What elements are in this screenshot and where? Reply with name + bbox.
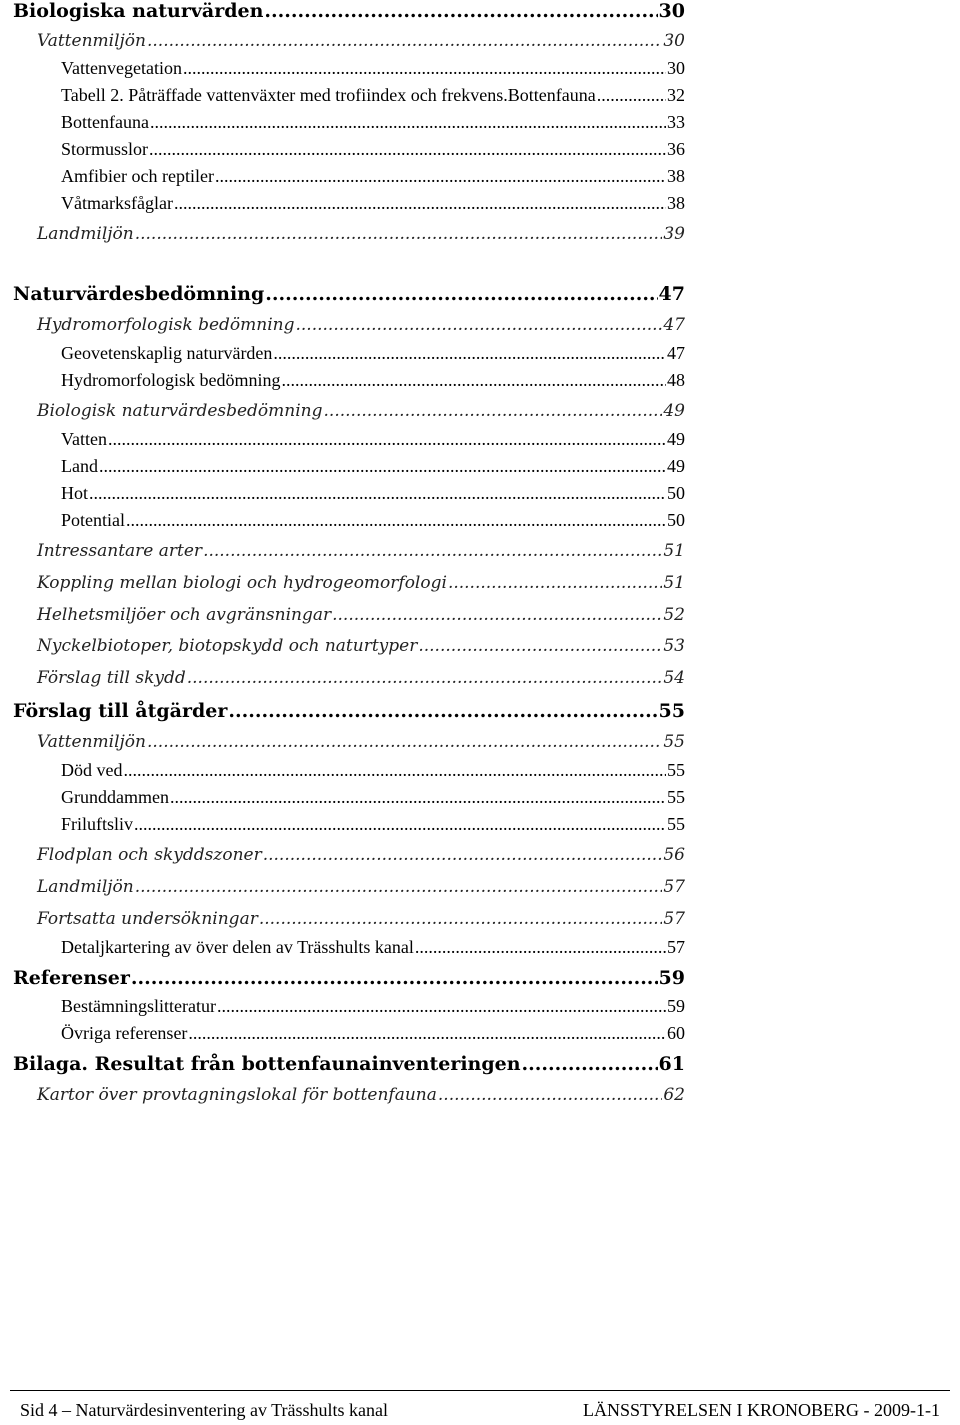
toc-dot-leader bbox=[147, 31, 662, 51]
toc-entry[interactable] bbox=[37, 877, 685, 897]
toc-entry-title: Detaljkartering av över delen av Trässhults kanal bbox=[61, 937, 414, 957]
toc-dot-leader bbox=[131, 967, 658, 989]
toc-dot-leader bbox=[135, 224, 663, 244]
toc-entry[interactable] bbox=[61, 58, 685, 79]
toc-dot-leader bbox=[217, 996, 666, 1017]
toc-entry[interactable] bbox=[61, 760, 685, 781]
toc-dot-leader bbox=[228, 700, 657, 722]
toc-dot-leader bbox=[597, 85, 666, 106]
toc-entry-title: Referenser bbox=[13, 967, 130, 989]
toc-entry-title: Övriga referenser bbox=[61, 1023, 188, 1043]
toc-entry-title: Friluftsliv bbox=[61, 814, 134, 834]
toc-entry-page: 36 bbox=[667, 139, 685, 159]
toc-entry-title: Kartor över provtagningslokal för bottenfauna bbox=[37, 1085, 437, 1105]
toc-dot-leader bbox=[183, 58, 666, 79]
toc-entry[interactable] bbox=[61, 85, 685, 106]
toc-dot-leader bbox=[149, 139, 666, 160]
toc-dot-leader bbox=[188, 1023, 666, 1044]
toc-entry-page: 51 bbox=[663, 541, 685, 561]
toc-entry[interactable] bbox=[61, 139, 685, 160]
toc-entry[interactable] bbox=[37, 668, 685, 688]
toc-entry-title: Nyckelbiotoper, biotopskydd och naturtyper bbox=[37, 636, 418, 656]
toc-dot-leader bbox=[263, 845, 663, 865]
toc-entry[interactable] bbox=[61, 510, 685, 531]
toc-entry-page: 55 bbox=[667, 760, 685, 780]
toc-entry-page: 59 bbox=[667, 996, 685, 1016]
toc-entry-title: Naturvärdesbedömning bbox=[13, 283, 265, 305]
toc-entry-title: Fortsatta undersökningar bbox=[37, 909, 258, 929]
toc-dot-leader bbox=[174, 193, 666, 214]
toc-dot-leader bbox=[438, 1085, 662, 1105]
toc-entry-title: Stormusslor bbox=[61, 139, 149, 159]
toc-entry-page: 62 bbox=[663, 1085, 685, 1105]
toc-entry[interactable] bbox=[61, 343, 685, 364]
toc-entry-page: 30 bbox=[667, 58, 685, 78]
toc-entry-title: Hydromorfologisk bedömning bbox=[37, 315, 295, 335]
toc-entry[interactable] bbox=[37, 605, 685, 625]
toc-entry-title: Tabell 2. Påträffade vattenväxter med trofiindex och frekvens.Bottenfauna bbox=[61, 85, 596, 105]
toc-entry-page: 38 bbox=[667, 193, 685, 213]
toc-entry-page: 55 bbox=[663, 732, 685, 752]
toc-dot-leader bbox=[150, 112, 666, 133]
toc-entry-page: 55 bbox=[658, 700, 685, 722]
toc-entry-page: 50 bbox=[667, 510, 685, 530]
toc-entry-title: Bilaga. Resultat från bottenfaunainventeringen bbox=[13, 1053, 521, 1075]
toc-entry[interactable] bbox=[61, 787, 685, 808]
toc-entry-page: 61 bbox=[658, 1053, 685, 1075]
toc-entry-page: 32 bbox=[667, 85, 685, 105]
toc-entry-page: 56 bbox=[663, 845, 685, 865]
toc-entry-page: 47 bbox=[658, 283, 685, 305]
toc-entry[interactable] bbox=[37, 401, 685, 421]
toc-entry-page: 48 bbox=[667, 370, 685, 390]
toc-dot-leader bbox=[135, 877, 663, 897]
toc-entry-title: Vattenvegetation bbox=[61, 58, 182, 78]
toc-entry[interactable] bbox=[37, 573, 685, 593]
toc-entry[interactable] bbox=[37, 541, 685, 561]
toc-entry-title: Intressantare arter bbox=[37, 541, 203, 561]
footer-publisher: LÄNSSTYRELSEN I KRONOBERG - 2009-1-1 bbox=[583, 1400, 940, 1420]
toc-entry[interactable] bbox=[37, 845, 685, 865]
toc-dot-leader bbox=[273, 343, 666, 364]
toc-dot-leader bbox=[187, 668, 663, 688]
toc-dot-leader bbox=[215, 166, 666, 187]
toc-entry-title: Död ved bbox=[61, 760, 123, 780]
toc-entry-title: Geovetenskaplig naturvärden bbox=[61, 343, 273, 363]
toc-entry-title: Helhetsmiljöer och avgränsningar bbox=[37, 605, 332, 625]
toc-dot-leader bbox=[170, 787, 666, 808]
toc-entry-title: Amfibier och reptiler bbox=[61, 166, 214, 186]
toc-entry[interactable] bbox=[61, 483, 685, 504]
toc-entry-page: 55 bbox=[667, 814, 685, 834]
toc-entry-page: 49 bbox=[667, 429, 685, 449]
toc-entry-title: Förslag till åtgärder bbox=[13, 700, 228, 722]
toc-entry[interactable] bbox=[13, 967, 685, 989]
toc-entry-page: 60 bbox=[667, 1023, 685, 1043]
toc-entry[interactable] bbox=[13, 0, 685, 22]
toc-entry[interactable] bbox=[61, 937, 685, 958]
toc-entry[interactable] bbox=[61, 814, 685, 835]
toc-dot-leader bbox=[522, 1053, 658, 1075]
toc-entry[interactable] bbox=[37, 31, 685, 51]
toc-dot-leader bbox=[89, 483, 666, 504]
toc-entry[interactable] bbox=[37, 224, 685, 244]
toc-dot-leader bbox=[265, 283, 657, 305]
toc-entry[interactable] bbox=[61, 370, 685, 391]
toc-dot-leader bbox=[203, 541, 662, 561]
toc-entry-title: Vattenmiljön bbox=[37, 31, 146, 51]
toc-entry[interactable] bbox=[37, 315, 685, 335]
page-footer bbox=[10, 1390, 950, 1423]
toc-entry-title: Hydromorfologisk bedömning bbox=[61, 370, 281, 390]
toc-entry-page: 47 bbox=[663, 315, 685, 335]
toc-entry-page: 30 bbox=[658, 0, 685, 22]
toc-entry[interactable] bbox=[61, 1023, 685, 1044]
toc-entry[interactable] bbox=[61, 112, 685, 133]
toc-entry[interactable] bbox=[61, 166, 685, 187]
toc-entry[interactable] bbox=[61, 456, 685, 477]
toc-entry[interactable] bbox=[61, 429, 685, 450]
toc-entry-page: 39 bbox=[663, 224, 685, 244]
toc-entry-title: Koppling mellan biologi och hydrogeomorfologi bbox=[37, 573, 447, 593]
toc-entry-page: 53 bbox=[663, 636, 685, 656]
toc-entry[interactable] bbox=[37, 909, 685, 929]
toc-entry-page: 49 bbox=[667, 456, 685, 476]
toc-dot-leader bbox=[124, 760, 667, 781]
toc-dot-leader bbox=[415, 937, 666, 958]
toc-entry-title: Bottenfauna bbox=[61, 112, 149, 132]
toc-entry-page: 59 bbox=[658, 967, 685, 989]
toc-entry-title: Förslag till skydd bbox=[37, 668, 186, 688]
toc-entry-page: 49 bbox=[663, 401, 685, 421]
toc-dot-leader bbox=[99, 456, 666, 477]
toc-entry-page: 33 bbox=[667, 112, 685, 132]
toc-entry-title: Grunddammen bbox=[61, 787, 169, 807]
toc-dot-leader bbox=[332, 605, 662, 625]
toc-entry[interactable] bbox=[37, 732, 685, 752]
toc-entry-page: 38 bbox=[667, 166, 685, 186]
toc-dot-leader bbox=[259, 909, 663, 929]
toc-entry[interactable] bbox=[13, 283, 685, 305]
toc-entry-page: 50 bbox=[667, 483, 685, 503]
toc-dot-leader bbox=[134, 814, 666, 835]
toc-entry-title: Landmiljön bbox=[37, 224, 134, 244]
toc-entry[interactable] bbox=[37, 636, 685, 656]
toc-dot-leader bbox=[281, 370, 666, 391]
toc-entry[interactable] bbox=[61, 193, 685, 214]
toc-entry-title: Land bbox=[61, 456, 98, 476]
toc-entry-page: 51 bbox=[663, 573, 685, 593]
toc-entry-title: Biologiska naturvärden bbox=[13, 0, 264, 22]
toc-entry-page: 30 bbox=[663, 31, 685, 51]
toc-entry-title: Hot bbox=[61, 483, 88, 503]
toc-entry-page: 57 bbox=[663, 909, 685, 929]
toc-dot-leader bbox=[296, 315, 663, 335]
toc-dot-leader bbox=[126, 510, 666, 531]
toc-entry-title: Vattenmiljön bbox=[37, 732, 146, 752]
toc-dot-leader bbox=[108, 429, 666, 450]
toc-entry-title: Landmiljön bbox=[37, 877, 134, 897]
toc-entry-title: Vatten bbox=[61, 429, 107, 449]
toc-dot-leader bbox=[418, 636, 662, 656]
toc-entry[interactable] bbox=[37, 1085, 685, 1105]
toc-entry[interactable] bbox=[13, 700, 685, 722]
toc-entry-title: Biologisk naturvärdesbedömning bbox=[37, 401, 323, 421]
toc-entry[interactable] bbox=[13, 1053, 685, 1075]
toc-entry[interactable] bbox=[61, 996, 685, 1017]
toc-dot-leader bbox=[264, 0, 657, 22]
toc-entry-title: Våtmarksfåglar bbox=[61, 193, 173, 213]
toc-dot-leader bbox=[448, 573, 662, 593]
toc-entry-page: 54 bbox=[663, 668, 685, 688]
toc-entry-page: 57 bbox=[663, 877, 685, 897]
toc-dot-leader bbox=[324, 401, 663, 421]
toc-entry-title: Flodplan och skyddszoner bbox=[37, 845, 262, 865]
toc-entry-title: Bestämningslitteratur bbox=[61, 996, 216, 1016]
toc-entry-page: 47 bbox=[667, 343, 685, 363]
toc-entry-title: Potential bbox=[61, 510, 125, 530]
toc-entry-page: 52 bbox=[663, 605, 685, 625]
toc-dot-leader bbox=[147, 732, 662, 752]
footer-page-info: Sid 4 – Naturvärdesinventering av Trässhults kanal bbox=[20, 1400, 388, 1420]
toc-entry-page: 55 bbox=[667, 787, 685, 807]
toc-entry-page: 57 bbox=[667, 937, 685, 957]
